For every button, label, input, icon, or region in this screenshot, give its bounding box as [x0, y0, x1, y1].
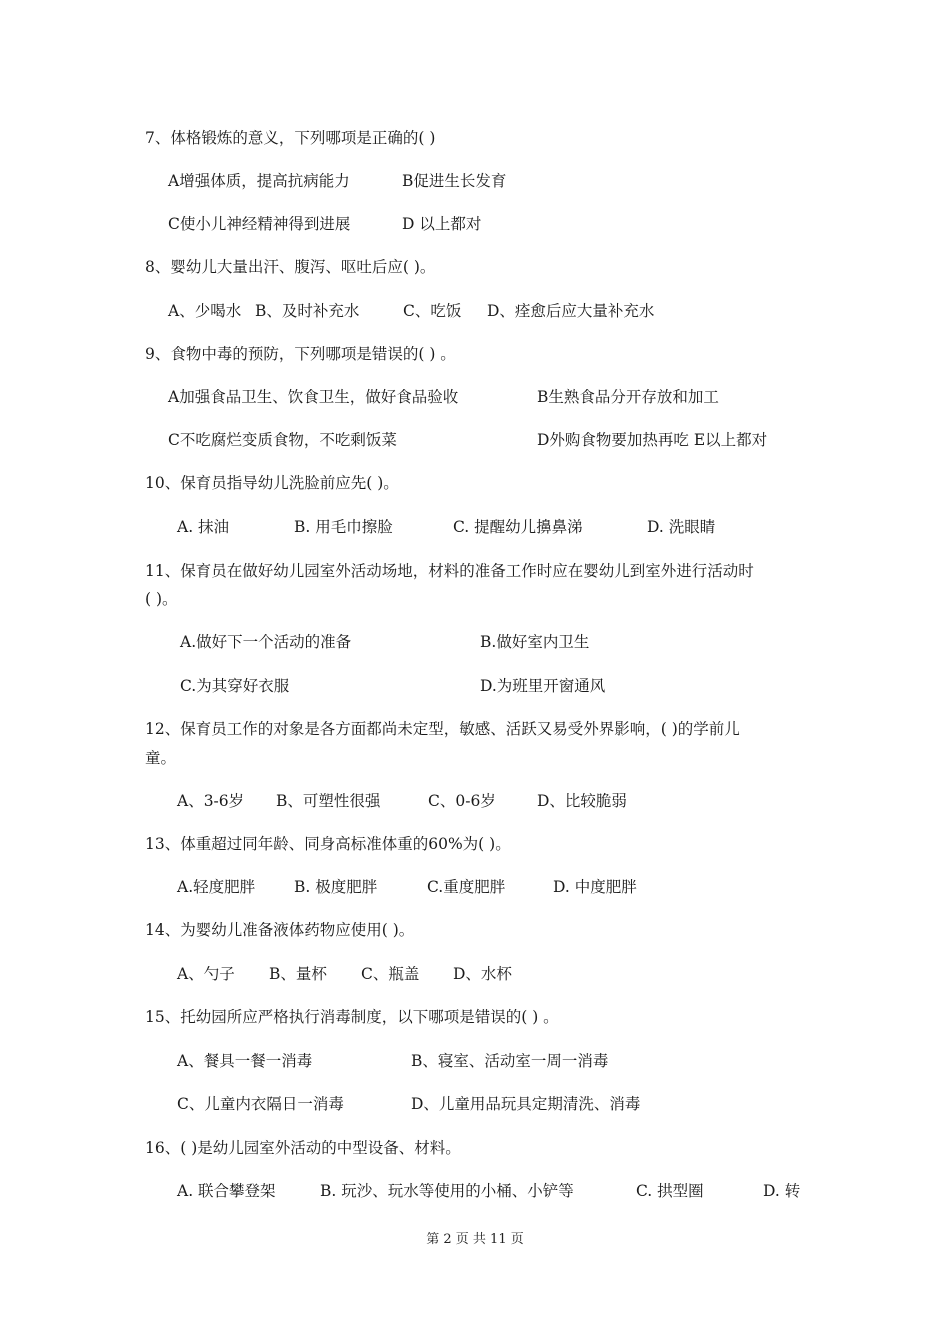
option-b: B. 用毛巾擦脸 [294, 518, 393, 536]
option-c: C使小儿神经精神得到进展 [168, 215, 351, 233]
option-c: C不吃腐烂变质食物，不吃剩饭菜 [168, 431, 397, 449]
question-12: 12、保育员工作的对象是各方面都尚未定型，敏感、活跃又易受外界影响，( )的学前儿 [145, 720, 740, 738]
question-8: 8、婴幼儿大量出汗、腹泻、呕吐后应( )。 [145, 258, 436, 276]
question-16: 16、( )是幼儿园室外活动的中型设备、材料。 [145, 1139, 461, 1157]
question-15: 15、托幼园所应严格执行消毒制度，以下哪项是错误的( ) 。 [145, 1008, 559, 1026]
option-c: C. 拱型圈 [636, 1182, 704, 1200]
question-9: 9、食物中毒的预防，下列哪项是错误的( ) 。 [145, 345, 456, 363]
option-d: D外购食物要加热再吃 E以上都对 [537, 431, 768, 449]
option-b: B、可塑性很强 [276, 792, 381, 810]
option-a: A.做好下一个活动的准备 [180, 633, 352, 651]
question-11: 11、保育员在做好幼儿园室外活动场地，材料的准备工作时应在婴幼儿到室外进行活动时 [145, 562, 754, 580]
page-footer: 第 2 页 共 11 页 [426, 1232, 524, 1247]
option-c: C.重度肥胖 [427, 878, 506, 896]
option-a: A. 联合攀登架 [177, 1182, 276, 1200]
option-c: C、瓶盖 [361, 965, 420, 983]
option-a: A加强食品卫生、饮食卫生，做好食品验收 [168, 388, 459, 406]
option-a: A增强体质，提高抗病能力 [168, 172, 350, 190]
option-d: D 以上都对 [402, 215, 482, 233]
option-b: B.做好室内卫生 [480, 633, 590, 651]
option-c: C、吃饭 [403, 302, 462, 320]
question-7: 7、体格锻炼的意义，下列哪项是正确的( ) [145, 129, 436, 147]
option-b: B. 玩沙、玩水等使用的小桶、小铲等 [320, 1182, 574, 1200]
question-12-continued: 童。 [145, 749, 177, 767]
option-b: B促进生长发育 [402, 172, 507, 190]
option-a: A. 抹油 [177, 518, 230, 536]
option-c: C. 提醒幼儿擤鼻涕 [453, 518, 583, 536]
option-c: C、儿童内衣隔日一消毒 [177, 1095, 344, 1113]
option-c: C、0-6岁 [428, 792, 496, 810]
question-11-continued: ( )。 [145, 590, 178, 608]
option-a: A、勺子 [177, 965, 235, 983]
option-b: B. 极度肥胖 [294, 878, 378, 896]
option-d: D. 洗眼睛 [647, 518, 716, 536]
option-a: A、3-6岁 [177, 792, 245, 810]
option-a: A、餐具一餐一消毒 [177, 1052, 313, 1070]
question-10: 10、保育员指导幼儿洗脸前应先( )。 [145, 474, 399, 492]
option-b: B、寝室、活动室一周一消毒 [411, 1052, 609, 1070]
option-d: D. 中度肥胖 [553, 878, 637, 896]
option-d: D.为班里开窗通风 [480, 677, 606, 695]
option-d: D、水杯 [453, 965, 512, 983]
option-d: D、比较脆弱 [537, 792, 627, 810]
option-b: B生熟食品分开存放和加工 [537, 388, 719, 406]
option-b: B、量杯 [269, 965, 327, 983]
option-c: C.为其穿好衣服 [180, 677, 290, 695]
option-d: D. 转 [763, 1182, 801, 1200]
option-a: A.轻度肥胖 [177, 878, 256, 896]
question-13: 13、体重超过同年龄、同身高标准体重的60%为( )。 [145, 835, 511, 853]
option-a: A、少喝水 [168, 302, 242, 320]
option-d: D、儿童用品玩具定期清洗、消毒 [411, 1095, 641, 1113]
option-b: B、及时补充水 [255, 302, 360, 320]
option-d: D、痊愈后应大量补充水 [487, 302, 655, 320]
question-14: 14、为婴幼儿准备液体药物应使用( )。 [145, 921, 415, 939]
